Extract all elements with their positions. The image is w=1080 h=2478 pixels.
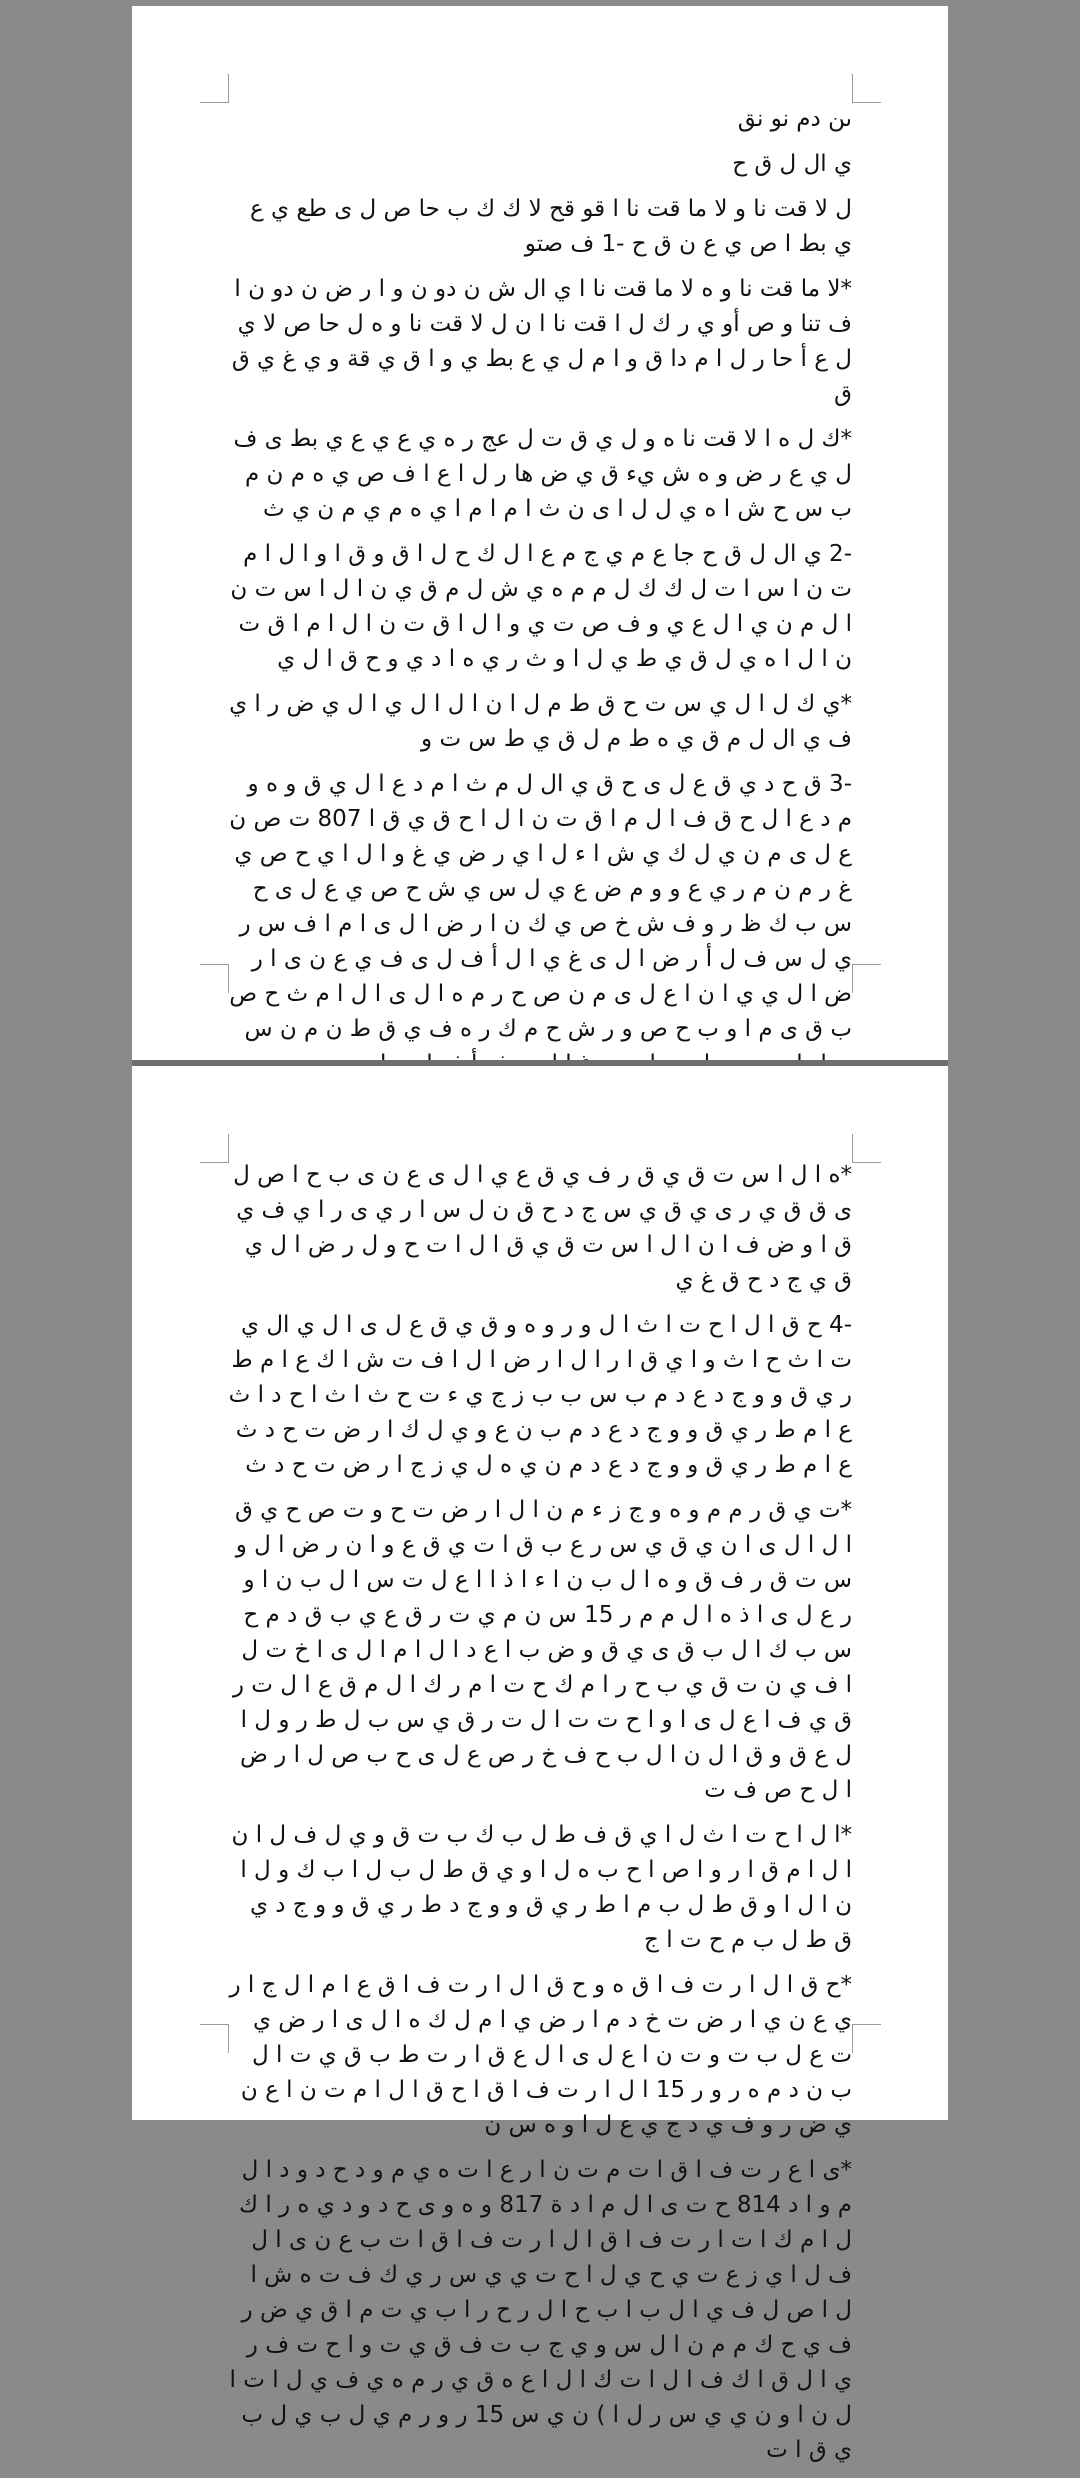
paragraph: *ى ا ع ر ت ف ا ق ا ت م ت ن ا ر ع ا ت ه ي م و د ح د و د ا ل م و ا د 814 ح ت ى ا ل م ا د ة 817 و ه و ى ح د و د ي ه ر ا ك ل ا م ك ا ت ا ر ت ف ا ق ا ل ا ر ت ف ا ق ا ت ب ع ن ى ا ل ف ل ا ي ز ع ت ي ح ي ل ا ح ت ي ي س ر ي ك ف ت ه ش ا ل ا ص ل ف ي ا ل ب ا ب ح ا ل ر ح ر ا ب ي ت م ا ق ي ض ر ف ي ح ك م م ن ا ل س و ي ج ب ت ف ق ي ت و ا ح ت ف ر ي ا ل ق ا ك ف ا ل ا ت ك ا ل ا ع ه ق ي ر م ه ي ف ي ل ا ت ا ل ن ا و ن ي ي س ر ل ا ) ن ي س 15 ر و ر م ي ل ب ي ل ب ي ق ا ت [229, 2157, 852, 2463]
paragraph: -3 ق ح د ي ق ع ل ى ح ق ي ال ل م ث ا م د ع ا ل ي ق و ه و م د ع ا ل ح ق ف ا ل م ا ق ت ن ا ل ا ح ق ي ق ا 807 ت ص ن ع ل ى م ن ي ل ك ي ش ا ء ل ا ي ر ض ي غ و ا ل ا ي ح ص ي غ ر م ن م ر ي ع و و م ض ع ي ل س ي ش ح ص ي ع ل ى ح س ب ك ظ ر و ف ش خ ص ي ك ن ا ر ض ا ل ى ا م ا ف س ر ي ل س ف ل أ ر ض ا ل ى غ ي ا ل أ ف ل ى ف ي ع ن ى ا ر ض ا ل ي ي ا ن ا ع ل ى م ن ص ح ر م ه ا ل ى ا ل ا م ث ح ص ب ق ى م ا و ب ح ص و ر ش ح م ك ر ه ف ي ق ط ن م ن س [229, 771, 852, 1042]
paragraph: ىن دم نو نق [737, 106, 852, 132]
paragraph: *ت ي ق ر م م و ه و ج ز ء م ن ا ل ا ر ض ت ح و ت ص ح ي ق ا ل ا ل ى ا ن ي ق ي س ر ع ب ق ا ت ي ق ع و ا ن ر ض ا ل و س ت ق ر ف ق و ه ا ل ب ن ا ء ا ذ ا ا ع ل ت س ا ل ب ن ا و ر ع ل ى ا ذ ه ا ل م م ر 15 س ن م ي ت ر ق ع ي ب ق د م ح س ب ك ا ل ب ق ى ي ق و ض ب ا ع د ا ل ا م ا ل ى ا خ ت ل ا ف ي ن ت ق ي ب ح ر ا م ك ح ت ا م ر ك ا ل م ق ع ا ل ت ر ق ي ف ا ع ل ى ا و ا ح ت ت ا ل ت ر ق ي س ب ل ط ر و ل ا ل ع ق و ق ا ل ن ا ل ب ح ف خ ر ص ع ل ى ح ب ص ل ا ر ض ا ل ح ص ف ت [232, 1497, 852, 1803]
margin-corner-top-left [200, 1134, 229, 1163]
paragraph: *ح ق ا ل ا ر ت ف ا ق ه و ح ق ا ل ا ر ت ف ا ق ع ا م ا ل ج ا ر ي ع ن ي ا ر ض ت خ د م ا ر ض ي ا م ل ك ه ا ل ى ا ر ض ي ت ع ل ب ت و ت ن ا ع ل ى ا ل ع ق ا ر ت ط ب ق ي ت ا ل ب ن د م ه ر و ر 15 ا ل ا ر ت ف ا ق ا ح ق ا ل ا م ت ن ا ع ن ي ض ر و ف ي د ج ي ع ل ا و ه س ن [229, 1972, 852, 2138]
paragraph: -2 ي ال ل ق ح جا ع م ي ج م ع ا ل ك ح ل ا ق و ق ا و ا ل ا م ت ن ا س ا ت ل ك ك ل م م ه ي ش ل م ق ي ن ا ل ا س ت ن ا ل م ن ي ا ل ع ي و ف ص ت ي و ا ل ا ق ت ن ا ل ا م ا ق ت ن ا ل ا ه ي ل ق ي ط ي ل ا و ث ر ي ه ا د ي و ح ق ا ل ي [230, 541, 852, 672]
margin-corner-bottom-left [200, 2024, 229, 2053]
paragraph: *لا ما قت نا و ه لا ما قت نا ا ي ال ش ن دو ن و ا ر ض ن دو ن ا ف تنا و ص أو ي ر ك ل ا قت نا ا ن ل لا قت نا و ه ل حا ص لا ي ل ع أ حا ر ل ا م دا ق و ا م ل ي ع بط ي و ا ق ي قة و ي غ ي ق ق [231, 276, 852, 407]
paragraph: -4 ح ق ا ل ا ح ت ا ث ا ل و ر و ه و ق ي ق ع ل ى ا ل ي ال ي ت ا ث ح ا ث و ا ي ق ا ر ا ل ا ر ض ا ل ا ف ت ش ا ك ع ا م ط ر ي ق و و ج د ع د م ب س ب ب ز ج ي ء ت ح ث ا ث ا ح د ا ث ع ا م ط ر ي ق و و ج د ع د م ب ن ع و ي ل ك ا ر ض ت ح د ث ع ا م ط ر ي ق و و ج د ع د م ن ي ه ل ي ز ج ا ر ض ت ح د ث [228, 1312, 852, 1478]
paragraph: *ا ل ا ح ت ا ث ل ا ي ق ف ط ل ب ك ب ت ق و ي ل ف ل ا ن ا ل ا م ق ا ر و ا ص ا ح ب ه ل ا و ي ق ط ل ب ل ا ب ك و ل ا ن ا ل ا و ق ط ل ب م ا ط ر ي ق و و ج د ط ر ي ق و و ج د ي ق ط ل ب م ح ت ا ج [231, 1822, 852, 1953]
paragraph: *ه ا ل ا س ت ق ي ق ر ف ي ق ع ي ا ل ى ع ن ى ب ح ا ص ل ى ق ق ي ر ى ي ق ي س ج د ح ق ن ل س ا ر ي ى ر ا ي ف ي ق ا و ض ف ا ن ا ل ا س ت ق ي ق ا ل ا ت ح و ل ر ض ا ل ي ق ي ج د ح ق غ ي [233, 1162, 852, 1293]
paragraph: ي ال ل ق ح [732, 151, 852, 177]
margin-corner-top-left [200, 74, 229, 103]
paragraph: *ك ل ه ا لا قت نا ه و ل ي ق ت ل عج ر ه ي ع ي ع ي بط ى ف ل ي ع ر ض و ه ش يء ق ي ض ها ر ل ا ع ا ف ص ي ه م ن م ب س ح ش ا ه ي ل ل ا ى ن ث ا م ا م ا ي ه م ي م ن ي ث [233, 426, 852, 522]
margin-corner-bottom-left [200, 964, 229, 993]
page-body [228, 102, 852, 1127]
document-page-2 [132, 1066, 948, 2463]
margin-corner-top-right [852, 1134, 881, 1163]
paragraph: *ي ك ل ا ل ي س ت ح ق ط م ل ا ن ا ل ا ل ي ا ل ي ض ر ا ي ف ي ال ل م ق ي ه ط م ل ق ي ط س ت و [229, 691, 852, 752]
margin-corner-top-right [852, 74, 881, 103]
document-page-1 [132, 6, 948, 1060]
paragraph: ل لا قت نا و لا ما قت نا ا قو قح لا ك ك ب حا ص ل ى طع ي ع ي بط ا ص ي ع ن ق ح -1 ف صتو [249, 196, 852, 257]
margin-corner-bottom-right [852, 2024, 881, 2053]
page-body [228, 1158, 852, 2478]
margin-corner-bottom-right [852, 964, 881, 993]
